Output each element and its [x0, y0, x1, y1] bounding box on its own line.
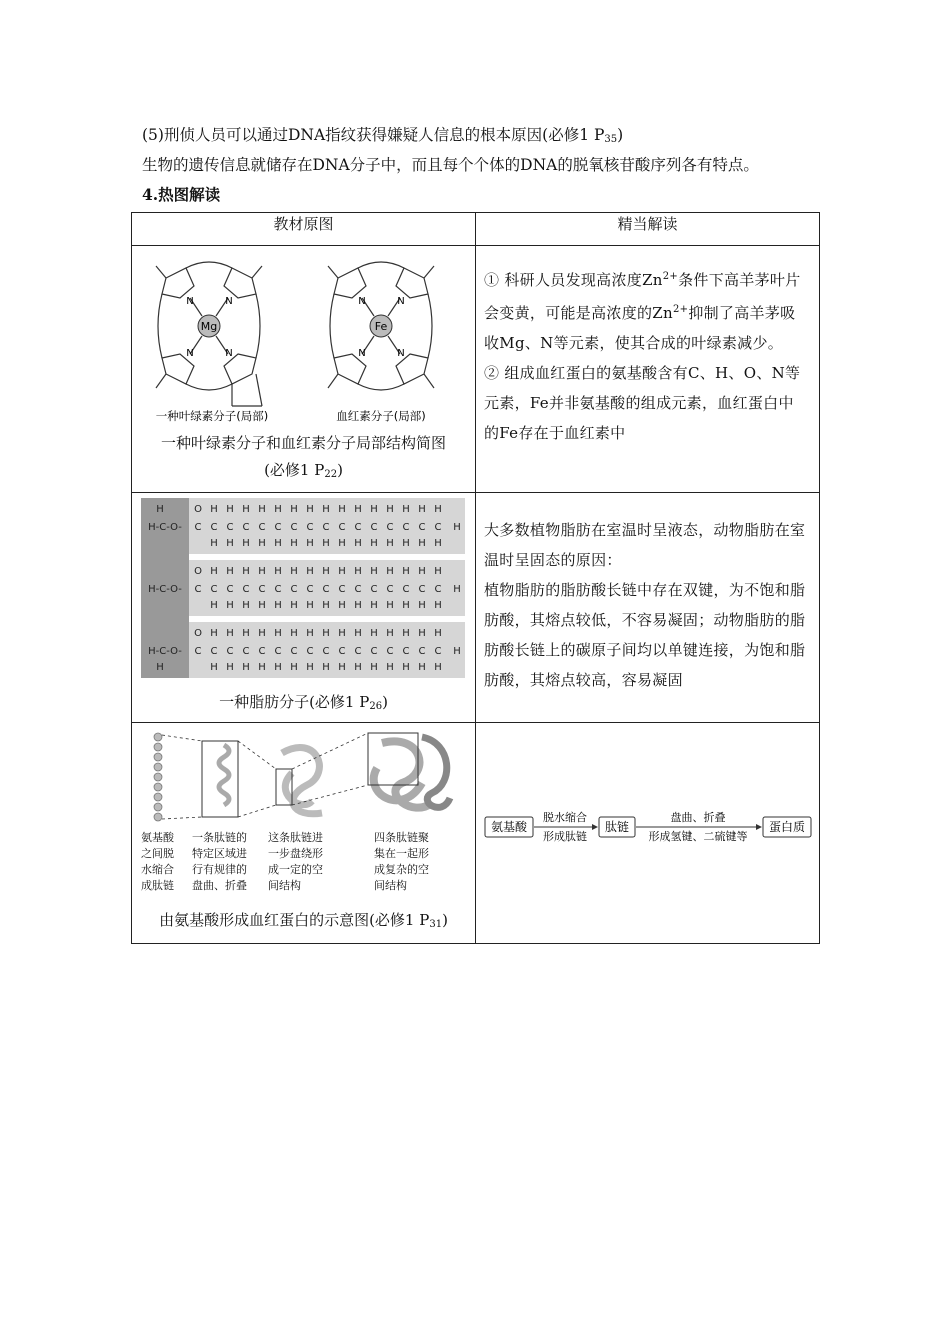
chain-h-label: H: [258, 538, 266, 549]
chain-h-label: H: [370, 600, 378, 611]
chain-h-label: H: [370, 538, 378, 549]
glycerol-hco-label: H-C-O-: [148, 584, 182, 595]
chain-h-label: H: [434, 628, 442, 639]
chain-h-label: H: [402, 662, 410, 673]
flow-box2-text: 肽链: [604, 820, 630, 834]
chain-h-label: H: [306, 538, 314, 549]
chain-c-label: C: [418, 522, 426, 533]
carbonyl-c-label: C: [194, 646, 202, 657]
row3-figure-cell: [132, 723, 476, 944]
chain-h-label: H: [338, 600, 346, 611]
chain-h-label: H: [354, 538, 362, 549]
row2-interpretation: 大多数植物脂肪在室温时呈液态，动物脂肪在室温时呈固态的原因： 植物脂肪的脂肪酸长链中存在双键，为不饱和脂肪酸，其熔点较低，不容易凝固；动物脂肪的脂肪酸长链上的碳原子间均以单键连接，为饱和脂肪酸，其熔点较高，容易凝固: [484, 521, 806, 689]
chain-h-label: H: [242, 662, 250, 673]
chain-h-label: H: [242, 566, 250, 577]
carbonyl-c-label: C: [194, 584, 202, 595]
chain-c-label: C: [274, 584, 282, 595]
chain-h-label: H: [210, 600, 218, 611]
chain-h-label: H: [386, 538, 394, 549]
chain-h-label: H: [322, 504, 330, 515]
chain-h-label: H: [274, 504, 282, 515]
step3-text: 成一定的空: [268, 863, 323, 876]
n-label: N: [225, 348, 233, 359]
chain-h-label: H: [306, 566, 314, 577]
chain-h-label: H: [402, 538, 410, 549]
glycerol-hco-label: H-C-O-: [148, 522, 182, 533]
chain-c-label: C: [290, 522, 298, 533]
chain-h-label: H: [386, 628, 394, 639]
flow-box1-text: 氨基酸: [490, 820, 528, 834]
chain-c-label: C: [434, 646, 442, 657]
chain-h-label: H: [402, 600, 410, 611]
chain-c-label: C: [418, 584, 426, 595]
chain-c-label: C: [210, 522, 218, 533]
step2-text: 盘曲、折叠: [192, 879, 247, 892]
chain-c-label: C: [434, 584, 442, 595]
chain-c-label: C: [322, 522, 330, 533]
row1-figure-cell: [132, 246, 476, 493]
chain-h-label: H: [210, 628, 218, 639]
chain-h-label: H: [338, 662, 346, 673]
chain-h-label: H: [258, 566, 266, 577]
chain-c-label: C: [354, 584, 362, 595]
n-label: N: [225, 296, 233, 307]
step4-text: 成复杂的空: [374, 863, 429, 876]
chain-h-label: H: [242, 504, 250, 515]
chain-c-label: C: [210, 584, 218, 595]
chain-c-label: C: [210, 646, 218, 657]
chlorophyll-heme-figure: [132, 246, 474, 426]
chain-c-label: C: [274, 646, 282, 657]
chain-h-label: H: [226, 662, 234, 673]
chain-h-label: H: [226, 538, 234, 549]
carbonyl-o-label: O: [194, 566, 202, 577]
step1-text: 氨基酸: [141, 831, 174, 844]
section-title: 4.热图解读: [142, 185, 221, 204]
chain-h-label: H: [226, 504, 234, 515]
answer-5: 生物的遗传信息就储存在DNA分子中，而且每个个体的DNA的脱氧核苷酸序列各有特点。: [142, 156, 759, 174]
chain-h-label: H: [258, 628, 266, 639]
header-original-figure: 教材原图: [132, 213, 476, 246]
chain-c-label: C: [386, 646, 394, 657]
chain-h-label: H: [434, 600, 442, 611]
row1-text-cell: [476, 246, 820, 493]
chain-h-label: H: [402, 566, 410, 577]
chain-c-label: C: [306, 584, 314, 595]
step4-text: 四条肽链聚: [374, 831, 429, 844]
chain-terminal-h-label: H: [453, 584, 461, 595]
chain-c-label: C: [242, 584, 250, 595]
chain-h-label: H: [322, 628, 330, 639]
chain-h-label: H: [370, 628, 378, 639]
chain-c-label: C: [258, 522, 266, 533]
n-label: N: [358, 348, 366, 359]
n-label: N: [186, 296, 194, 307]
row3-text-cell: [476, 723, 820, 944]
chain-c-label: C: [338, 646, 346, 657]
chain-c-label: C: [226, 522, 234, 533]
chain-h-label: H: [290, 628, 298, 639]
chain-c-label: C: [226, 646, 234, 657]
chain-c-label: C: [370, 522, 378, 533]
hemoglobin-formation-figure: [132, 723, 474, 903]
chain-c-label: C: [402, 522, 410, 533]
flow-arrow1-top: 脱水缩合: [543, 811, 587, 824]
chain-h-label: H: [434, 566, 442, 577]
chain-c-label: C: [370, 584, 378, 595]
n-label: N: [358, 296, 366, 307]
chain-c-label: C: [290, 646, 298, 657]
row3-caption: 由氨基酸形成血红蛋白的示意图(必修1 $P_{31}$): [159, 911, 448, 930]
chain-h-label: H: [386, 504, 394, 515]
flow-box3-text: 蛋白质: [768, 820, 806, 834]
chain-h-label: H: [274, 600, 282, 611]
chain-c-label: C: [370, 646, 378, 657]
step2-text: 一条肽链的: [192, 831, 247, 844]
step4-text: 集在一起形: [374, 847, 429, 860]
chain-c-label: C: [338, 584, 346, 595]
chain-h-label: H: [338, 538, 346, 549]
chain-c-label: C: [338, 522, 346, 533]
chain-c-label: C: [242, 646, 250, 657]
step1-text: 水缩合: [141, 863, 174, 876]
chain-c-label: C: [386, 522, 394, 533]
step1-text: 成肽链: [141, 879, 174, 892]
chain-h-label: H: [306, 662, 314, 673]
chain-h-label: H: [258, 504, 266, 515]
chain-h-label: H: [290, 504, 298, 515]
chain-terminal-h-label: H: [453, 522, 461, 533]
chain-h-label: H: [210, 538, 218, 549]
step2-text: 特定区域进: [192, 847, 247, 860]
n-label: N: [186, 348, 194, 359]
chain-c-label: C: [290, 584, 298, 595]
chain-h-label: H: [322, 662, 330, 673]
chain-h-label: H: [322, 538, 330, 549]
chain-h-label: H: [210, 566, 218, 577]
chain-h-label: H: [338, 566, 346, 577]
header-interpretation: 精当解读: [476, 213, 820, 246]
flow-arrow1-bottom: 形成肽链: [543, 830, 587, 843]
chain-terminal-h-label: H: [453, 646, 461, 657]
chain-c-label: C: [274, 522, 282, 533]
glycerol-h-label: H: [156, 504, 164, 515]
chain-h-label: H: [338, 504, 346, 515]
chain-h-label: H: [306, 628, 314, 639]
n-label: N: [397, 296, 405, 307]
carbonyl-o-label: O: [194, 628, 202, 639]
chain-h-label: H: [370, 662, 378, 673]
chain-h-label: H: [242, 538, 250, 549]
chain-h-label: H: [418, 538, 426, 549]
chain-h-label: H: [386, 600, 394, 611]
question-5: (5)刑侦人员可以通过DNA指纹获得嫌疑人信息的根本原因(必修1 $P_{35}$): [142, 126, 624, 145]
chain-h-label: H: [370, 566, 378, 577]
row1-caption: [132, 430, 475, 488]
chain-h-label: H: [338, 628, 346, 639]
chain-h-label: H: [274, 566, 282, 577]
chain-h-label: H: [418, 628, 426, 639]
chain-h-label: H: [354, 662, 362, 673]
chain-c-label: C: [242, 522, 250, 533]
chain-h-label: H: [290, 538, 298, 549]
chain-c-label: C: [306, 646, 314, 657]
chain-h-label: H: [242, 628, 250, 639]
chain-h-label: H: [242, 600, 250, 611]
chain-c-label: C: [354, 522, 362, 533]
step2-text: 行有规律的: [192, 863, 247, 876]
protein-flow-diagram: [476, 723, 818, 939]
chain-c-label: C: [402, 646, 410, 657]
chain-c-label: C: [402, 584, 410, 595]
chain-h-label: H: [418, 662, 426, 673]
chain-c-label: C: [322, 646, 330, 657]
step4-text: 间结构: [374, 879, 407, 892]
chain-c-label: C: [258, 646, 266, 657]
heme-label: 血红素分子(局部): [336, 409, 426, 423]
chain-h-label: H: [274, 538, 282, 549]
chain-c-label: C: [386, 584, 394, 595]
chain-h-label: H: [418, 504, 426, 515]
chain-h-label: H: [210, 662, 218, 673]
chain-h-label: H: [274, 662, 282, 673]
chain-h-label: H: [290, 566, 298, 577]
chain-c-label: C: [434, 522, 442, 533]
chain-h-label: H: [322, 600, 330, 611]
step3-text: 这条肽链进: [268, 831, 323, 844]
chain-h-label: H: [290, 662, 298, 673]
flow-arrow2-top: 盘曲、折叠: [670, 811, 726, 824]
chain-c-label: C: [322, 584, 330, 595]
chain-h-label: H: [306, 504, 314, 515]
fe-label: Fe: [374, 320, 388, 333]
chain-c-label: C: [354, 646, 362, 657]
mg-label: Mg: [200, 320, 218, 333]
chain-h-label: H: [274, 628, 282, 639]
chain-h-label: H: [258, 600, 266, 611]
chain-c-label: C: [418, 646, 426, 657]
row1-caption-line1: 一种叶绿素分子和血红素分子局部结构简图: [160, 434, 446, 452]
row1-interpretation: ① 科研人员发现高浓度$Zn^{2+}$条件下高羊茅叶片会变黄，可能是高浓度的$Zn^{2+}$抑制了高羊茅吸收Mg、N等元素，使其合成的叶绿素减少。 ② 组成血红蛋白的氨基酸含有C、H、O、N等元素，Fe并非氨基酸的组成元素，血红蛋白中的Fe存在于血红素中: [484, 271, 801, 442]
chain-h-label: H: [386, 662, 394, 673]
chain-c-label: C: [226, 584, 234, 595]
chain-h-label: H: [306, 600, 314, 611]
chain-h-label: H: [354, 600, 362, 611]
row1-caption-line2: (必修1 $P_{22}$): [264, 461, 343, 480]
n-label: N: [397, 348, 405, 359]
step3-text: 一步盘绕形: [268, 847, 323, 860]
flow-arrow2-bottom: 形成氢键、二硫键等: [648, 830, 748, 843]
carbonyl-o-label: O: [194, 504, 202, 515]
fat-molecule-figure: [132, 493, 474, 683]
chain-h-label: H: [402, 504, 410, 515]
chain-h-label: H: [226, 628, 234, 639]
carbonyl-c-label: C: [194, 522, 202, 533]
glycerol-h-label: H: [156, 662, 164, 673]
row2-caption: 一种脂肪分子(必修1 $P_{26}$): [219, 693, 388, 712]
chain-h-label: H: [370, 504, 378, 515]
chlorophyll-label: 一种叶绿素分子(局部): [155, 409, 269, 423]
chain-h-label: H: [434, 504, 442, 515]
chain-h-label: H: [434, 538, 442, 549]
hot-figure-table: [131, 212, 820, 944]
chain-h-label: H: [226, 566, 234, 577]
chain-h-label: H: [354, 566, 362, 577]
chain-h-label: H: [354, 628, 362, 639]
chain-h-label: H: [226, 600, 234, 611]
chain-c-label: C: [306, 522, 314, 533]
chain-h-label: H: [322, 566, 330, 577]
chain-h-label: H: [418, 566, 426, 577]
chain-h-label: H: [434, 662, 442, 673]
chain-c-label: C: [258, 584, 266, 595]
glycerol-hco-label: H-C-O-: [148, 646, 182, 657]
chain-h-label: H: [354, 504, 362, 515]
chain-h-label: H: [290, 600, 298, 611]
row2-text-cell: [476, 493, 820, 723]
step3-text: 间结构: [268, 879, 301, 892]
chain-h-label: H: [418, 600, 426, 611]
chain-h-label: H: [386, 566, 394, 577]
chain-h-label: H: [258, 662, 266, 673]
step1-text: 之间脱: [141, 847, 174, 860]
chain-h-label: H: [210, 504, 218, 515]
row2-figure-cell: [132, 493, 476, 723]
chain-h-label: H: [402, 628, 410, 639]
